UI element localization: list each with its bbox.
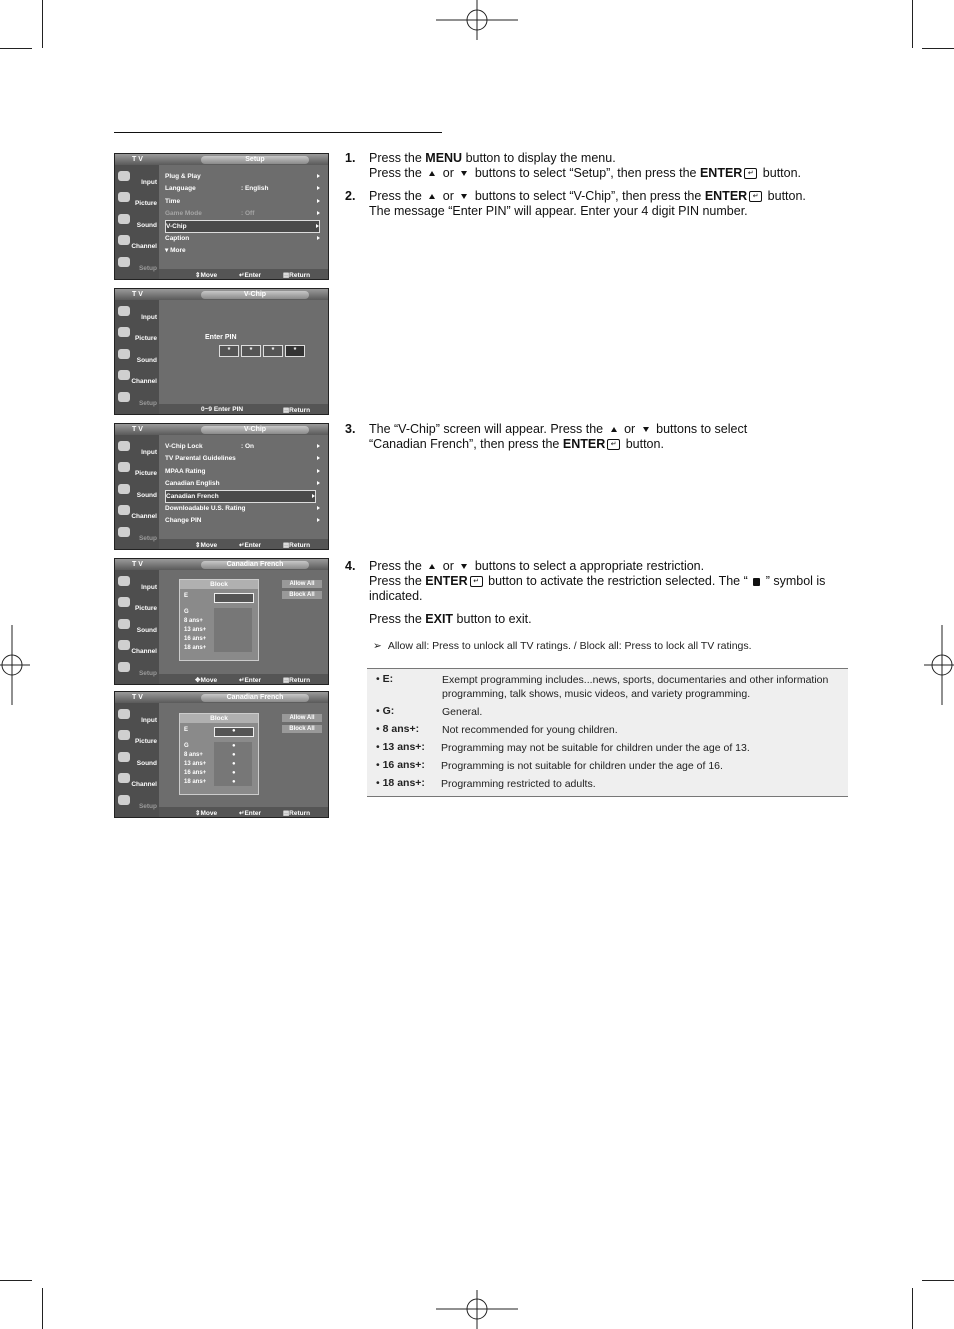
- menu-item-caption[interactable]: Caption: [165, 233, 320, 244]
- menu-item-canadian-french[interactable]: Canadian French: [165, 490, 316, 503]
- chevron-right-icon: [317, 174, 320, 178]
- chevron-right-icon: [317, 186, 320, 190]
- move-hint: ⇕Move: [195, 810, 218, 817]
- tv-screen-enter-pin: [114, 288, 329, 415]
- crop-mark: [42, 0, 43, 48]
- block-all-button[interactable]: Block All: [282, 725, 322, 733]
- sidebar-item-picture[interactable]: Picture: [115, 460, 159, 481]
- sidebar-item-input[interactable]: Input: [115, 574, 159, 595]
- block-all-button[interactable]: Block All: [282, 591, 322, 599]
- chevron-right-icon: [317, 469, 320, 473]
- chevron-right-icon: [312, 494, 315, 498]
- input-icon: [118, 306, 130, 316]
- tv-label: T V: [132, 426, 143, 433]
- rating-13-ans[interactable]: 13 ans+: [184, 761, 207, 767]
- ratings-panel: [159, 570, 328, 674]
- lock-icon: ●: [232, 779, 236, 785]
- section-rule: [114, 132, 442, 133]
- registration-mark-top: [436, 0, 518, 40]
- up-arrow-icon: [429, 171, 435, 176]
- sidebar-item-picture[interactable]: Picture: [115, 595, 159, 616]
- menu-title: V-Chip: [201, 426, 309, 434]
- rating-13-ans[interactable]: 13 ans+: [184, 627, 207, 633]
- note-text: Allow all: Press to unlock all TV ratings. / Block all: Press to lock all TV ratings.: [387, 640, 752, 652]
- channel-icon: [118, 235, 130, 245]
- rating-e-lock-slot[interactable]: [214, 593, 254, 603]
- return-hint: ▤Return: [283, 407, 311, 414]
- tv-footer: [159, 269, 328, 279]
- setup-icon: [118, 527, 130, 537]
- chevron-right-icon: [317, 518, 320, 522]
- down-arrow-icon: [461, 194, 467, 199]
- tv-sidebar: [115, 570, 159, 684]
- chevron-right-icon: [317, 506, 320, 510]
- input-icon: [118, 576, 130, 586]
- ratings-lock-slots[interactable]: [214, 608, 252, 652]
- menu-item-v-chip[interactable]: V-Chip: [165, 220, 320, 233]
- sidebar-item-channel[interactable]: Channel: [115, 638, 159, 659]
- menu-item-plug-play[interactable]: Plug & Play: [165, 171, 320, 182]
- sidebar-item-sound[interactable]: Sound: [115, 750, 159, 771]
- chevron-down-icon: ▾: [165, 247, 171, 254]
- channel-icon: [118, 505, 130, 515]
- rating-g[interactable]: G: [184, 609, 189, 615]
- sidebar-item-setup[interactable]: Setup: [115, 660, 159, 681]
- sidebar-item-channel[interactable]: Channel: [115, 368, 159, 389]
- crop-mark: [912, 0, 913, 48]
- up-arrow-icon: [429, 194, 435, 199]
- up-arrow-icon: [429, 564, 435, 569]
- chevron-right-icon: [317, 444, 320, 448]
- sidebar-item-channel[interactable]: Channel: [115, 503, 159, 524]
- tv-footer: [159, 674, 328, 684]
- block-header: Block: [180, 714, 258, 723]
- step-text: Press the MENU button to display the menu. Press the or buttons to select “Setup”, then press the ENTER ↵ button.: [369, 151, 802, 180]
- sidebar-item-picture[interactable]: Picture: [115, 190, 159, 211]
- sidebar-item-input[interactable]: Input: [115, 169, 159, 190]
- rating-8-ans[interactable]: 8 ans+: [184, 618, 203, 624]
- step-number: 1.: [345, 151, 356, 165]
- step-text: Press the or buttons to select “V-Chip”, then press the ENTER ↵ button. The message “Enter PIN” will appear. Enter your 4 digit PIN number.: [369, 189, 806, 218]
- registration-mark-left: [0, 625, 30, 705]
- crop-mark: [0, 1280, 32, 1281]
- crop-mark: [922, 1280, 954, 1281]
- sidebar-item-input[interactable]: Input: [115, 439, 159, 460]
- channel-icon: [118, 773, 130, 783]
- menu-item-downloadable-us-rating[interactable]: Downloadable U.S. Rating: [165, 503, 320, 514]
- block-table: [179, 579, 259, 661]
- tv-label: T V: [132, 291, 143, 298]
- input-icon: [118, 441, 130, 451]
- channel-icon: [118, 370, 130, 380]
- enter-hint: ↵Enter: [239, 810, 262, 817]
- lock-icon: ●: [232, 728, 236, 734]
- tv-footer: [159, 404, 328, 414]
- down-arrow-icon: [643, 427, 649, 432]
- tv-screen-setup: [114, 153, 329, 280]
- chevron-right-icon: [316, 224, 319, 228]
- down-arrow-icon: [461, 564, 467, 569]
- tv-sidebar: [115, 300, 159, 414]
- menu-item-canadian-english[interactable]: Canadian English: [165, 478, 320, 489]
- pin-hint: 0~9 Enter PIN: [201, 406, 244, 413]
- tv-footer: [159, 539, 328, 549]
- rating-8-ans[interactable]: 8 ans+: [184, 752, 203, 758]
- menu-item-more[interactable]: ▾ More: [165, 247, 186, 254]
- chevron-right-icon: [317, 199, 320, 203]
- setup-icon: [118, 392, 130, 402]
- chevron-right-icon: [317, 211, 320, 215]
- note-arrow-icon: ➢: [373, 640, 382, 652]
- menu-item-v-chip-lock[interactable]: V-Chip Lock : On: [165, 441, 320, 452]
- tv-screen-v-chip: [114, 423, 329, 550]
- sidebar-item-channel[interactable]: Channel: [115, 771, 159, 792]
- sidebar-item-setup[interactable]: Setup: [115, 255, 159, 276]
- sidebar-item-channel[interactable]: Channel: [115, 233, 159, 254]
- crop-mark: [922, 48, 954, 49]
- crop-mark: [42, 1288, 43, 1329]
- return-hint: ▤Return: [283, 272, 311, 279]
- return-hint: ▤Return: [283, 810, 311, 817]
- pin-digit-1[interactable]: *: [219, 345, 239, 357]
- up-arrow-icon: [611, 427, 617, 432]
- tv-screen-canadian-french-locked: [114, 691, 329, 818]
- menu-title: Canadian French: [201, 694, 309, 702]
- down-arrow-icon: [461, 171, 467, 176]
- sidebar-item-sound[interactable]: Sound: [115, 212, 159, 233]
- input-icon: [118, 709, 130, 719]
- menu-item-game-mode: Game Mode : Off: [165, 208, 320, 219]
- move-hint: ⇕Move: [195, 272, 218, 279]
- step-number: 2.: [345, 189, 356, 203]
- lock-icon: ●: [232, 770, 236, 776]
- move-hint: ⇕Move: [195, 542, 218, 549]
- rating-g[interactable]: G: [184, 743, 189, 749]
- enter-icon: ↵: [749, 191, 762, 202]
- chevron-right-icon: [317, 456, 320, 460]
- pin-digit-3[interactable]: *: [263, 345, 283, 357]
- sidebar-item-picture[interactable]: Picture: [115, 728, 159, 749]
- tv-sidebar: [115, 435, 159, 549]
- sidebar-item-sound[interactable]: Sound: [115, 482, 159, 503]
- rating-16-ans[interactable]: 16 ans+: [184, 770, 207, 776]
- allow-all-button[interactable]: Allow All: [282, 714, 322, 722]
- sidebar-item-sound[interactable]: Sound: [115, 347, 159, 368]
- menu-item-change-pin[interactable]: Change PIN: [165, 515, 320, 526]
- menu-item-tv-parental-guidelines[interactable]: TV Parental Guidelines: [165, 453, 320, 464]
- menu-title: Setup: [201, 156, 309, 164]
- enter-icon: ↵: [744, 168, 757, 179]
- enter-icon: ↵: [607, 439, 620, 450]
- sidebar-item-input[interactable]: Input: [115, 707, 159, 728]
- step-number: 3.: [345, 422, 356, 436]
- enter-pin-label: Enter PIN: [205, 334, 237, 341]
- block-table: [179, 713, 259, 795]
- sidebar-item-picture[interactable]: Picture: [115, 325, 159, 346]
- sound-icon: [118, 349, 130, 359]
- move-hint: ✥Move: [195, 677, 218, 684]
- lock-icon: ●: [232, 743, 236, 749]
- enter-hint: ↵Enter: [239, 677, 262, 684]
- tv-footer: [159, 807, 328, 817]
- menu-item-language[interactable]: Language : English: [165, 183, 320, 194]
- step-text: The “V-Chip” screen will appear. Press the or buttons to select “Canadian French”, then press the ENTER ↵ button.: [369, 422, 748, 451]
- sidebar-item-input[interactable]: Input: [115, 304, 159, 325]
- picture-icon: [118, 327, 130, 337]
- lock-icon: ●: [232, 752, 236, 758]
- setup-icon: [118, 795, 130, 805]
- tv-label: T V: [132, 561, 143, 568]
- sound-icon: [118, 619, 130, 629]
- pin-digit-4[interactable]: *: [285, 345, 305, 357]
- tv-screen-canadian-french: [114, 558, 329, 685]
- rating-18-ans[interactable]: 18 ans+: [184, 645, 207, 651]
- crop-mark: [912, 1288, 913, 1329]
- allow-all-button[interactable]: Allow All: [282, 580, 322, 588]
- menu-title: Canadian French: [201, 561, 309, 569]
- tv-sidebar: [115, 703, 159, 817]
- tv-sidebar: [115, 165, 159, 279]
- enter-hint: ↵Enter: [239, 272, 262, 279]
- menu-item-time[interactable]: Time: [165, 196, 320, 207]
- step-text: Press the or buttons to select a appropriate restriction. Press the ENTER ↵ button to activate the restriction selected. The “ ” symbol is indicated. Press the EXIT button to exit.: [369, 559, 826, 626]
- sidebar-item-setup[interactable]: Setup: [115, 525, 159, 546]
- rating-e[interactable]: E: [184, 727, 189, 733]
- tv-label: T V: [132, 694, 143, 701]
- block-header: Block: [180, 580, 258, 589]
- rating-e[interactable]: E: [184, 593, 189, 599]
- sound-icon: [118, 484, 130, 494]
- sidebar-item-setup[interactable]: Setup: [115, 390, 159, 411]
- registration-mark-right: [924, 625, 954, 705]
- menu-panel: [159, 165, 328, 269]
- menu-title: V-Chip: [201, 291, 309, 299]
- rating-16-ans[interactable]: 16 ans+: [184, 636, 207, 642]
- return-hint: ▤Return: [283, 677, 311, 684]
- sound-icon: [118, 214, 130, 224]
- lock-icon: ●: [232, 761, 236, 767]
- channel-icon: [118, 640, 130, 650]
- setup-icon: [118, 257, 130, 267]
- rating-18-ans[interactable]: 18 ans+: [184, 779, 207, 785]
- menu-item-mpaa-rating[interactable]: MPAA Rating: [165, 466, 320, 477]
- picture-icon: [118, 597, 130, 607]
- pin-digit-2[interactable]: *: [241, 345, 261, 357]
- sidebar-item-setup[interactable]: Setup: [115, 793, 159, 814]
- return-hint: ▤Return: [283, 542, 311, 549]
- picture-icon: [118, 730, 130, 740]
- sound-icon: [118, 752, 130, 762]
- step-number: 4.: [345, 559, 356, 573]
- crop-mark: [0, 48, 32, 49]
- ratings-panel: [159, 703, 328, 807]
- sidebar-item-sound[interactable]: Sound: [115, 617, 159, 638]
- tv-label: T V: [132, 156, 143, 163]
- rating-definitions: • E: Exempt programming includes...news, sports, documentaries and other information programming, talk shows, music videos, and variety programming. • G: General. • 8 ans+: Not recommended for young children. • 13 ans+: Programming may not be suitable for children under the age of 13. • 16 ans+: Programming is not suitable for children under the age of 16. • 18 ans+: Programming restricted to adults.: [367, 668, 848, 797]
- enter-hint: ↵Enter: [239, 542, 262, 549]
- picture-icon: [118, 462, 130, 472]
- chevron-right-icon: [317, 236, 320, 240]
- lock-icon: [753, 578, 760, 586]
- picture-icon: [118, 192, 130, 202]
- input-icon: [118, 171, 130, 181]
- note: [373, 640, 752, 652]
- pin-panel: [159, 300, 328, 404]
- registration-mark-bottom: [436, 1290, 518, 1329]
- chevron-right-icon: [317, 481, 320, 485]
- enter-icon: ↵: [470, 576, 483, 587]
- menu-panel: [159, 435, 328, 539]
- setup-icon: [118, 662, 130, 672]
